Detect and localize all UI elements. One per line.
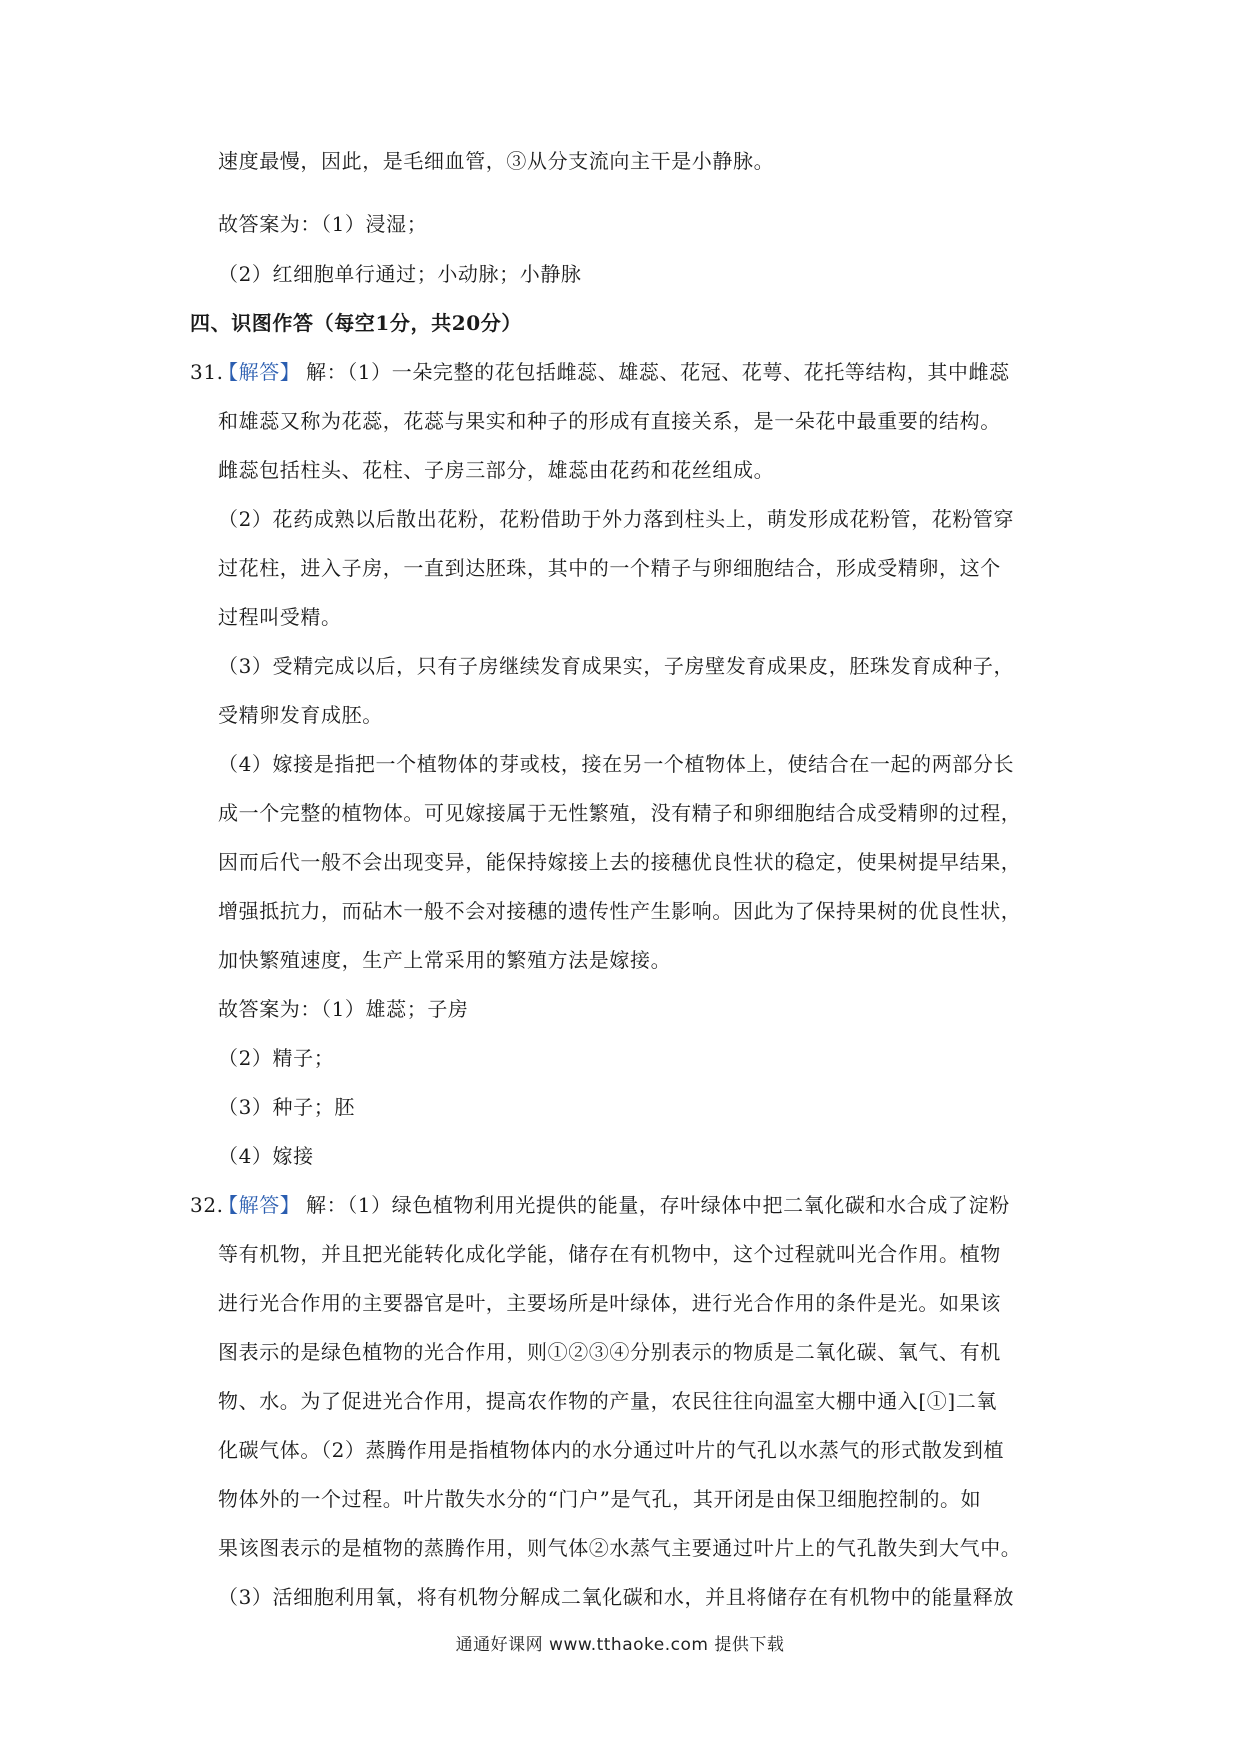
text-line: 图表示的是绿色植物的光合作用，则①②③④分别表示的物质是二氧化碳、氧气、有机 — [218, 1340, 1001, 1364]
section-heading: 四、识图作答（每空1分，共20分） — [190, 311, 522, 335]
answer-tag: 【解答】 — [218, 1193, 301, 1217]
text-line: 解：（1）一朵完整的花包括雌蕊、雄蕊、花冠、花萼、花托等结构，其中雌蕊 — [306, 360, 1010, 384]
text-line: 过程叫受精。 — [218, 605, 342, 629]
text-line: （2）精子； — [218, 1046, 335, 1070]
text-line: （2）花药成熟以后散出花粉，花粉借助于外力落到柱头上，萌发形成花粉管，花粉管穿 — [218, 507, 1015, 531]
text-line: 等有机物，并且把光能转化成化学能，储存在有机物中，这个过程就叫光合作用。植物 — [218, 1242, 1001, 1266]
text-line: 化碳气体。（2）蒸腾作用是指植物体内的水分通过叶片的气孔以水蒸气的形式散发到植 — [218, 1438, 1005, 1462]
text-line: 果该图表示的是植物的蒸腾作用，则气体②水蒸气主要通过叶片上的气孔散失到大气中。 — [218, 1536, 1022, 1560]
text-line: （3）受精完成以后，只有子房继续发育成果实，子房壁发育成果皮，胚珠发育成种子， — [218, 654, 1015, 678]
text-line: 解：（1）绿色植物利用光提供的能量，存叶绿体中把二氧化碳和水合成了淀粉 — [306, 1193, 1010, 1217]
text-line: 受精卵发育成胚。 — [218, 703, 383, 727]
text-line: 进行光合作用的主要器官是叶，主要场所是叶绿体，进行光合作用的条件是光。如果该 — [218, 1291, 1001, 1315]
answer-tag: 【解答】 — [218, 360, 301, 384]
text-line: 速度最慢，因此，是毛细血管，③从分支流向主干是小静脉。 — [218, 149, 775, 173]
text-line: （4）嫁接是指把一个植物体的芽或枝，接在另一个植物体上，使结合在一起的两部分长 — [218, 752, 1015, 776]
text-line: （4）嫁接 — [218, 1144, 314, 1168]
text-line: 成一个完整的植物体。可见嫁接属于无性繁殖，没有精子和卵细胞结合成受精卵的过程， — [218, 801, 1022, 825]
text-line: （3）活细胞利用氧，将有机物分解成二氧化碳和水，并且将储存在有机物中的能量释放 — [218, 1585, 1015, 1609]
text-line: 故答案为：（1）雄蕊；子房 — [218, 997, 469, 1021]
question-number: 31. — [190, 360, 224, 384]
text-line: 故答案为：（1）浸湿； — [218, 212, 428, 236]
text-line: （2）红细胞单行通过；小动脉；小静脉 — [218, 262, 582, 286]
text-line: 因而后代一般不会出现变异，能保持嫁接上去的接穗优良性状的稳定，使果树提早结果， — [218, 850, 1022, 874]
text-line: 过花柱，进入子房，一直到达胚珠，其中的一个精子与卵细胞结合，形成受精卵，这个 — [218, 556, 1001, 580]
text-line: 加快繁殖速度，生产上常采用的繁殖方法是嫁接。 — [218, 948, 672, 972]
text-line: （3）种子；胚 — [218, 1095, 355, 1119]
text-line: 雌蕊包括柱头、花柱、子房三部分，雄蕊由花药和花丝组成。 — [218, 458, 775, 482]
text-line: 物、水。为了促进光合作用，提高农作物的产量，农民往往向温室大棚中通入[①]二氧 — [218, 1389, 998, 1413]
page-footer: 通通好课网 www.tthaoke.com 提供下载 — [455, 1635, 785, 1655]
question-number: 32. — [190, 1193, 224, 1217]
text-line: 和雄蕊又称为花蕊，花蕊与果实和种子的形成有直接关系，是一朵花中最重要的结构。 — [218, 409, 1001, 433]
text-line: 物体外的一个过程。叶片散失水分的“门户”是气孔，其开闭是由保卫细胞控制的。如 — [218, 1487, 982, 1511]
text-line: 增强抵抗力，而砧木一般不会对接穗的遗传性产生影响。因此为了保持果树的优良性状， — [218, 899, 1022, 923]
